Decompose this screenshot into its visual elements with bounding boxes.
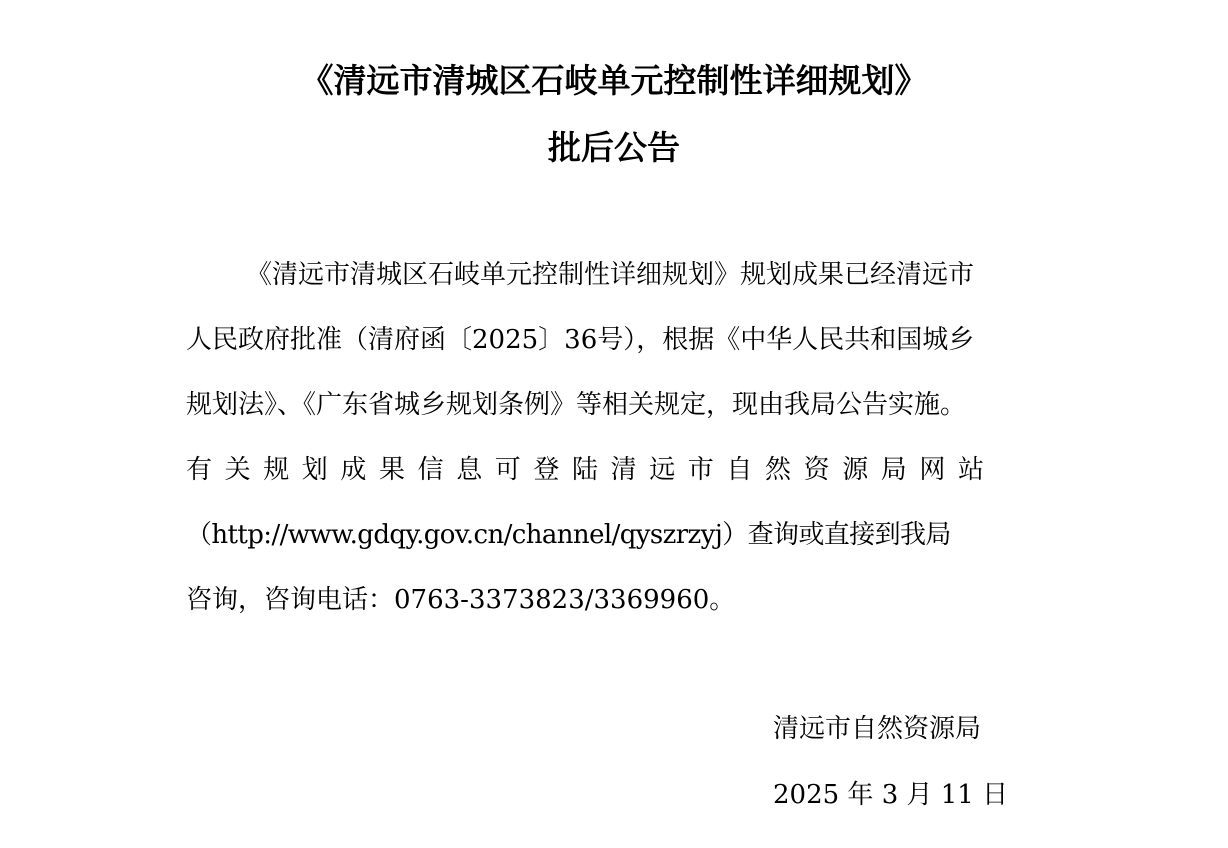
- body-paragraph-line-4: 有关规划成果信息可登陆清远市自然资源局网站: [186, 455, 997, 485]
- signature-organization: 清远市自然资源局: [773, 714, 982, 744]
- document-title: 《清远市清城区石岐单元控制性详细规划》: [300, 61, 928, 100]
- body-paragraph-line-5-url: （http://www.gdqy.gov.cn/channel/qyszrzyj）查询或直接到我局: [186, 520, 951, 550]
- body-paragraph-line-3: 规划法》、《广东省城乡规划条例》等相关规定，现由我局公告实施。: [186, 390, 967, 420]
- body-paragraph-line-1: 《清远市清城区石岐单元控制性详细规划》规划成果已经清远市: [246, 260, 975, 290]
- signature-date: 2025 年 3 月 11 日: [773, 780, 1009, 810]
- document-subtitle: 批后公告: [548, 128, 680, 167]
- body-paragraph-line-6-phone: 咨询，咨询电话：0763-3373823/3369960。: [186, 585, 736, 615]
- body-paragraph-line-2: 人民政府批准（清府函〔2025〕36号），根据《中华人民共和国城乡: [186, 325, 975, 355]
